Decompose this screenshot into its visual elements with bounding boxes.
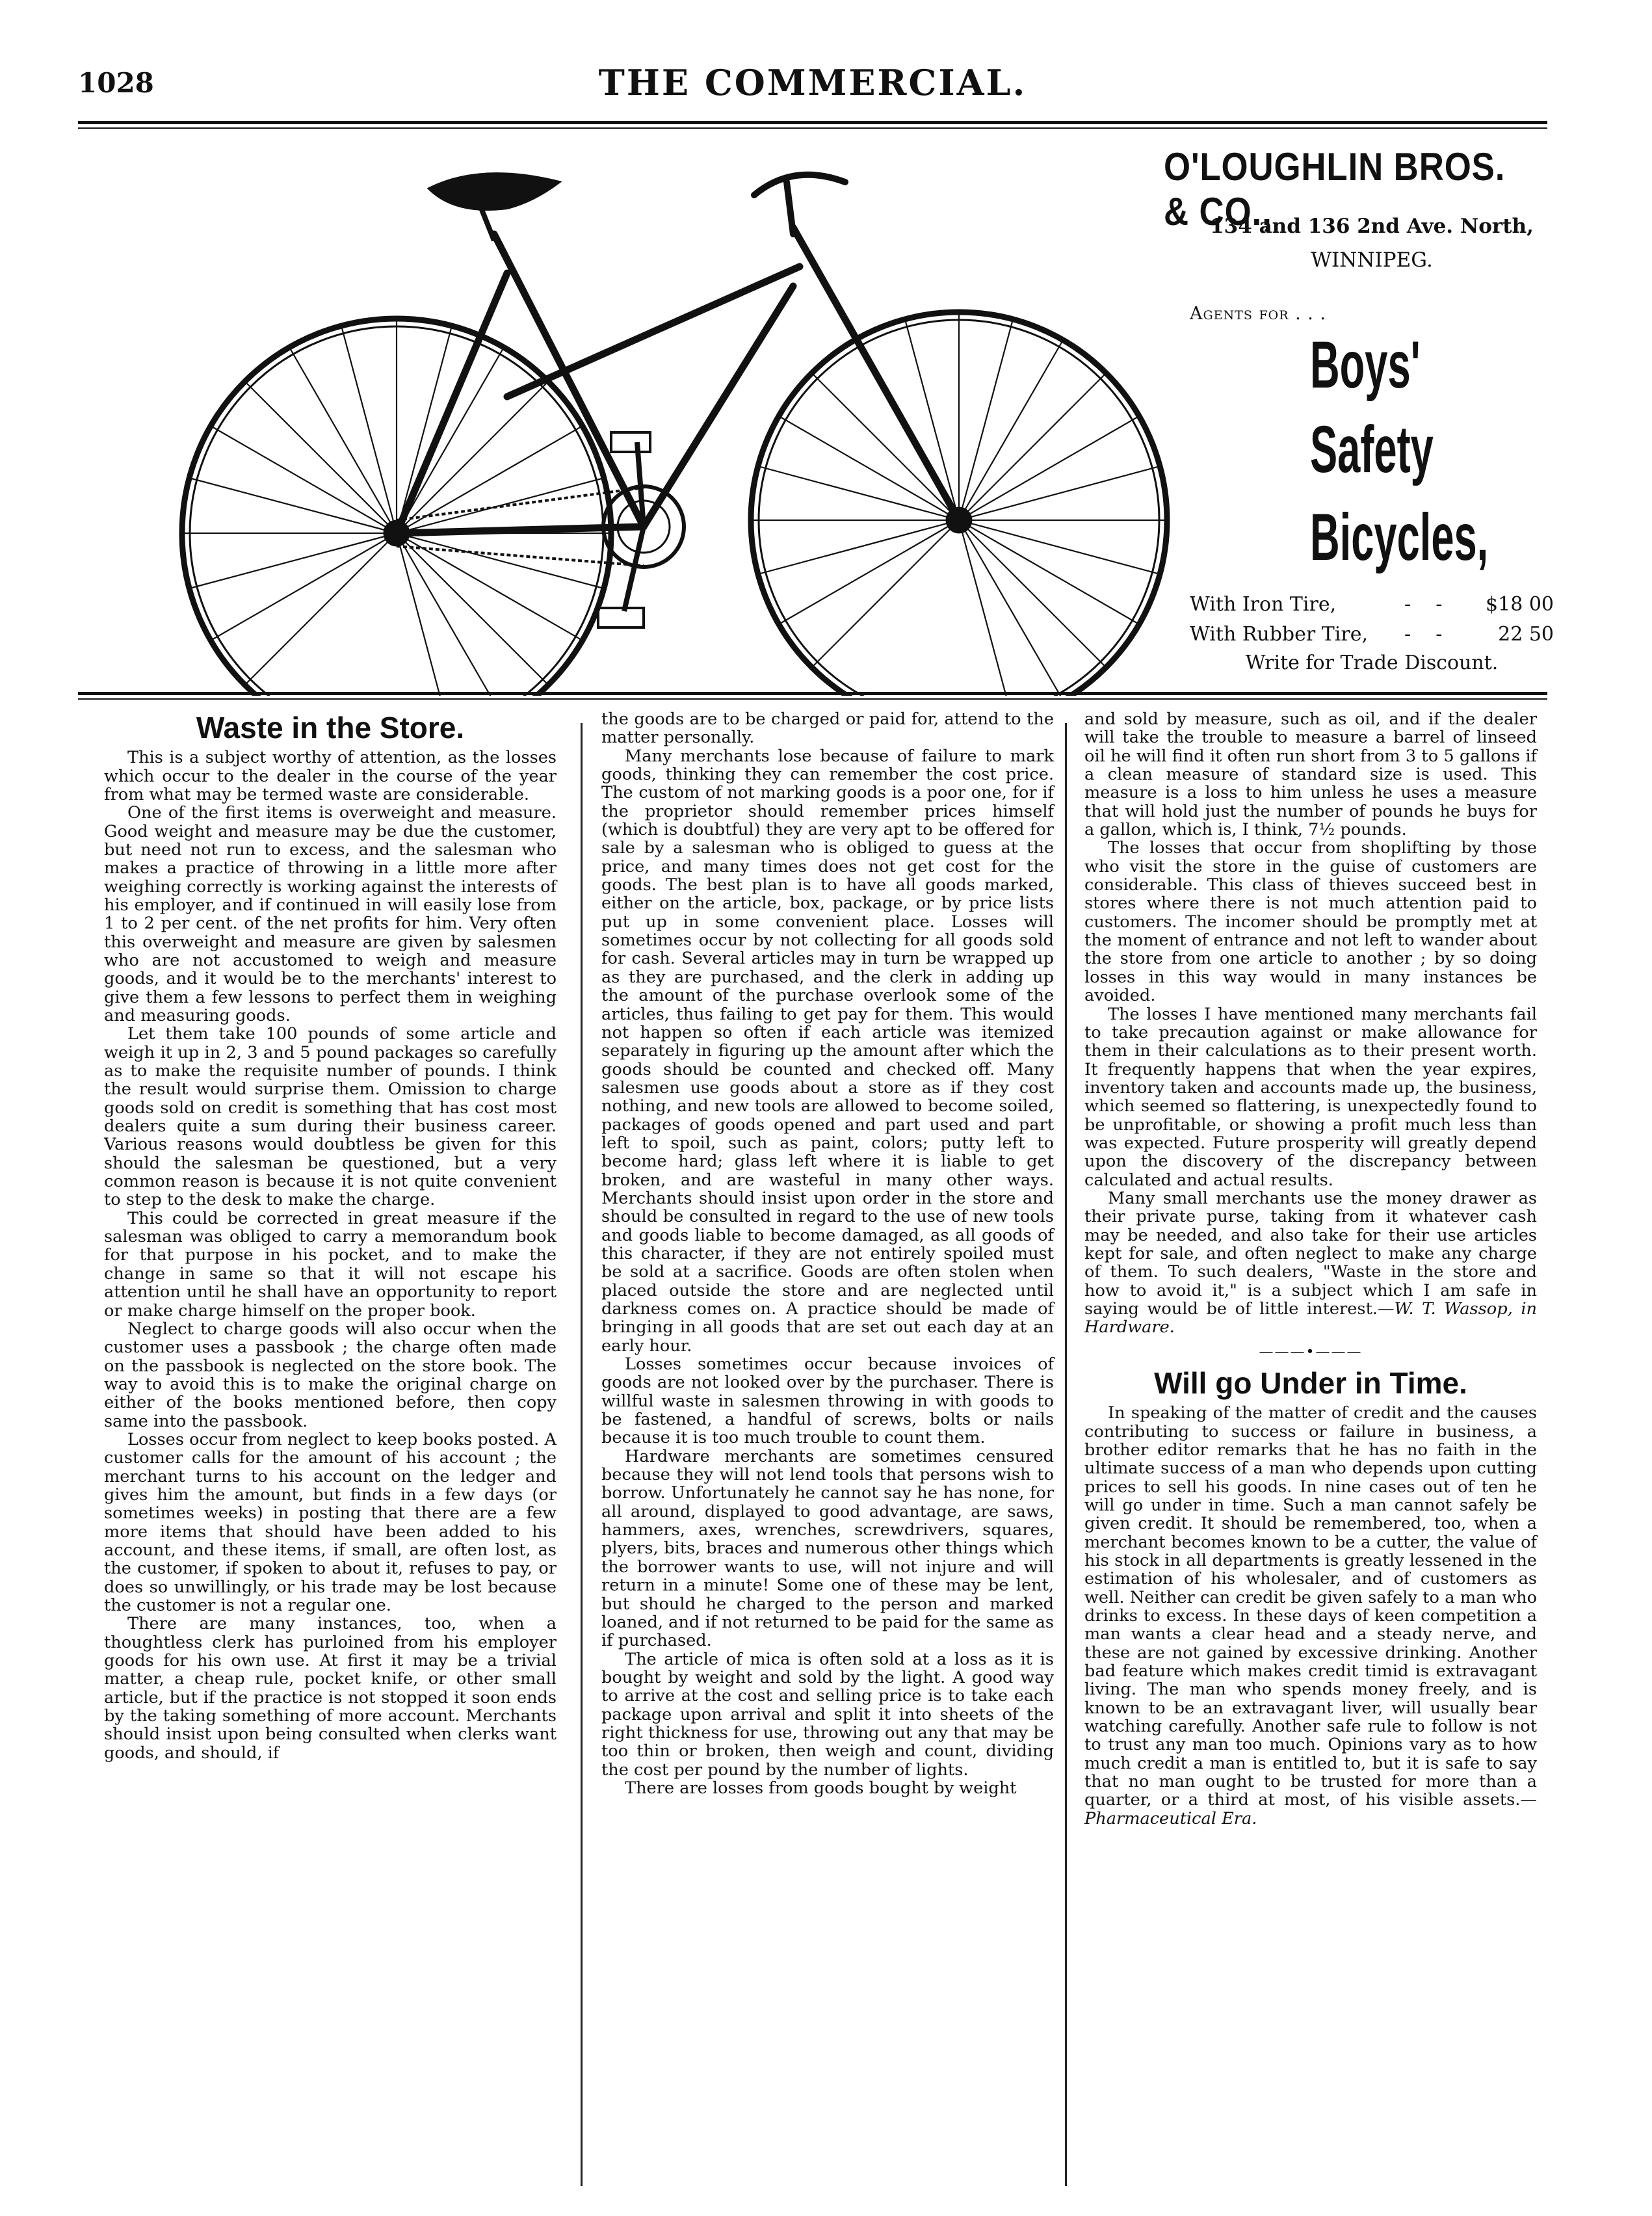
paragraph: Losses occur from neglect to keep books posted. A customer calls for the amount of his account ; the merchant turns to his account on the ledger and gives him the amount, but finds in a few days (or sometimes weeks) in posting that there are a few more items that should have been added to his account, and these items, if small, are often lost, as the customer, if spoken to about it, refuses to pay, or does so unwillingly, or his trade may be lost because the customer is not a regular one. (104, 1429, 557, 1615)
paragraph: the goods are to be charged or paid for, attend to the matter personally. (601, 709, 1054, 748)
paragraph: The losses I have mentioned many merchants fail to take precaution against or make allowance for them in their calculations as to their present worth. It frequently happens that when the year expires, inventory taken and accounts made up, the business, which seemed so flattering, is unexpectedly found to be unprofitable, or showing a profit much less than was expected. Future prosperity will greatly depend upon the discovery of the discrepancy between calculated and actual results. (1084, 1004, 1537, 1190)
column-rule (1065, 723, 1067, 2186)
paragraph-text: In speaking of the matter of credit and the causes contributing to success or failure in business, a brother editor remarks that he has no faith in the ultimate success of a man who depends upon cutting prices to sell his goods. In nine cases out of ten he will go under in time. Such a man cannot safely be given credit. It should be remembered, too, when a merchant becomes known to be a cutter, the value of his stock in all departments is greatly lessened in the estimation of his wholesaler, and of customers as well. Neither can credit be given safely to a man who drinks to excess. In these days of keen competition a man wants a clear head and a steady nerve, and these are not gained by excessive drinking. Another bad feature which makes credit timid is extravagant living. The man who spends money freely, and is known to be an extravagant liver, will usually bear watching carefully. Another safe rule to follow is not to trust any man too much. Opinions vary as to how much credit a man is entitled to, but it is safe to say that no man ought to be trusted for more than a quarter, or a third at most, of his visible assets. (1084, 1403, 1537, 1810)
article-title-time: Will go Under in Time. (1154, 1366, 1467, 1401)
article-title-waste: Waste in the Store. (196, 711, 465, 745)
section-rule-thin (78, 698, 1547, 700)
column-3 (1084, 710, 1537, 1828)
paragraph: Let them take 100 pounds of some article and weigh it up in 2, 3 and 5 pound packages so carefully as to make the requisite number of pounds. I think the result would surprise them. Omission to charge goods sold on credit is something that has cost most dealers quite a sum during their business career. Various reasons would doubtless be given for this should the salesman be questioned, but a very common reason is because it is not quite convenient to step to the desk to make the charge. (104, 1024, 557, 1210)
ad-discount-note: Write for Trade Discount. (1245, 652, 1499, 674)
column-2 (601, 710, 1054, 1797)
column-rule (581, 723, 583, 2186)
price-label: With Rubber Tire, (1190, 623, 1368, 646)
paragraph: This is a subject worthy of attention, as the losses which occur to the dealer in the course of the year from what may be termed waste are considerable. (104, 748, 557, 804)
article-divider: ———•——— (1259, 1343, 1363, 1360)
paragraph: There are losses from goods bought by weight (625, 1778, 1017, 1798)
header-rule-thin (78, 127, 1547, 129)
paragraph: One of the first items is overweight and measure. Good weight and measure may be due the customer, but need not run to excess, and the salesman who makes a practice of throwing in a little more after weighing correctly is working against the interests of his employer, and if continued in will easily lose from 1 to 2 per cent. of the net profits for him. Very often this overweight and measure are given by salesmen who are not accustomed to weigh and measure goods, and it would be to the merchants' interest to give them a few lessons to perfect them in weighing and measuring goods. (104, 803, 557, 1025)
price-value: $18 00 (1486, 593, 1554, 616)
paragraph: This could be corrected in great measure if the salesman was obliged to carry a memorandum book for that purpose in his pocket, and to make the change in same so that it will not escape his attention until he shall have an opportunity to report or make charge himself on the proper book. (104, 1208, 557, 1321)
price-row-rubber (1190, 623, 1554, 649)
column-1 (104, 710, 557, 1762)
ad-product-safety: Safety (1310, 412, 1434, 486)
header-rule (78, 121, 1547, 124)
paragraph (1084, 1189, 1537, 1337)
article-signature: —W. T. Wassop, in Hardware. (1084, 1299, 1538, 1338)
paragraph-text: Many small merchants use the money drawer as their private purse, taking from it whatever cash may be needed, and also take for their use articles kept for sale, and often neglect to make any charge of them. To such dealers, "Waste in the store and how to avoid it," is a subject which I am safe in saying would be of little interest. (1084, 1188, 1537, 1319)
paragraph: There are many instances, too, when a thoughtless clerk has purloined from his employer goods for his own use. At first it may be a trivial matter, a cheap rule, pocket knife, or other small article, but if the practice is not stopped it soon ends by the taking something of more account. Merchants should insist upon being consulted when clerks want goods, and should, if (104, 1614, 557, 1763)
paragraph: Neglect to charge goods will also occur when the customer uses a passbook ; the charge often made on the passbook is neglected on the store book. The way to avoid this is to make the original charge on either of the books mentioned before, then copy same into the passbook. (104, 1319, 557, 1431)
price-leader: - - (1404, 593, 1443, 616)
bicycle-illustration-icon (143, 137, 1196, 696)
paragraph: Hardware merchants are sometimes censured because they will not lend tools that persons wish to borrow. Unfortunately he cannot say he has none, for all around, displayed to good advantage, are saws, hammers, axes, wrenches, screwdrivers, squares, plyers, bits, braces and numerous other things which the borrower wants to use, will not injure and will return in a minute! Some one of these may be lent, but should he charged to the person and marked loaned, and if not returned to be paid for the same as if purchased. (601, 1446, 1054, 1651)
paragraph: The article of mica is often sold at a loss as it is bought by weight and sold by the light. A good way to arrive at the cost and selling price is to take each package upon arrival and split it into sheets of the right thickness for use, throwing out any that may be too thin or broken, then weigh and count, dividing the cost per pound by the number of lights. (601, 1649, 1054, 1780)
ad-company-name: O'LOUGHLIN BROS. & CO., (1164, 145, 1506, 233)
ad-city: WINNIPEG. (1311, 248, 1433, 272)
ad-address: 134 and 136 2nd Ave. North, (1210, 215, 1534, 238)
price-leader: - - (1404, 623, 1443, 646)
paragraph (1084, 1404, 1537, 1828)
ad-agents-for: Agents for . . . (1190, 304, 1327, 324)
paragraph: and sold by measure, such as oil, and if the dealer will take the trouble to measure a barrel of linseed oil he will find it often run short from 3 to 5 gallons if a clean measure of standard size is used. This measure is a loss to him unless he uses a measure that will hold just the number of pounds he buys for a gallon, which is, I think, 7½ pounds. (1084, 709, 1537, 840)
ad-product-boys: Boys' (1310, 328, 1421, 402)
paragraph: Losses sometimes occur because invoices of goods are not looked over by the purchaser. There is willful waste in salesmen throwing in with goods to be fastened, a handful of screws, bolts or nails because it is too much trouble to count them. (601, 1354, 1054, 1448)
article-signature: —Pharmaceutical Era. (1084, 1790, 1537, 1828)
price-row-iron (1190, 593, 1554, 619)
paragraph: The losses that occur from shoplifting by those who visit the store in the guise of customers are considerable. This class of thieves succeed best in stores where there is not much attention paid to customers. The incomer should be promptly met at the moment of entrance and not left to wander about the store from one article to another ; by so doing losses in this way would in many instances be avoided. (1084, 838, 1537, 1006)
price-label: With Iron Tire, (1190, 593, 1337, 616)
page-number: 1028 (78, 67, 154, 99)
page-header (78, 62, 1547, 101)
paragraph: Many merchants lose because of failure to mark goods, thinking they can remember the cost price. The custom of not marking goods is a poor one, for if the proprietor should remember prices himself (which is doubtful) they are very apt to be offered for sale by a salesman who is obliged to guess at the price, and many times does not get cost for the goods. The best plan is to have all goods marked, either on the article, box, package, or by price lists put up in some convenient place. Losses will sometimes occur by not collecting for all goods sold for cash. Several articles may in turn be wrapped up as they are purchased, and the clerk in adding up the amount of the purchase overlook some of the articles, thus failing to get pay for them. This would not happen so often if each article was itemized separately in figuring up the amount after which the goods should be counted and checked off. Many salesmen use goods about a store as if they cost nothing, and new tools are allowed to become soiled, packages of goods opened and part used and part left to spoil, such as paint, colors; putty left to become hard; glass left where it is liable to get broken, and are wasteful in many other ways. Merchants should insist upon order in the store and should be consulted in regard to the use of new tools and goods liable to become damaged, as all goods of this character, if they are not entirely spoiled must be sold at a sacrifice. Goods are often stolen when placed outside the store and are neglected until darkness comes on. A practice should be made of bringing in all goods that are set out each day at an early hour. (601, 746, 1054, 1356)
masthead: THE COMMERCIAL. (598, 62, 1027, 103)
price-value: 22 50 (1498, 623, 1554, 646)
ad-product-bicycles: Bicycles, (1310, 500, 1489, 574)
section-rule (78, 692, 1547, 695)
